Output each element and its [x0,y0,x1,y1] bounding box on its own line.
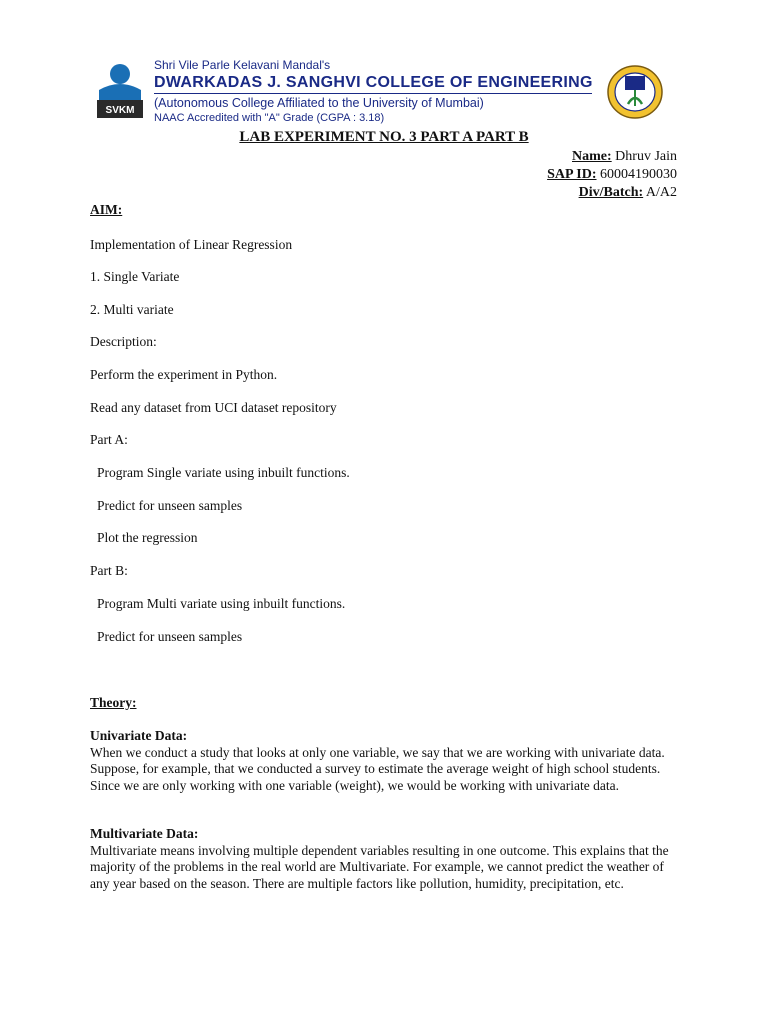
college-seal-logo [606,64,664,120]
college-header [154,58,594,125]
aim-line: 1. Single Variate [90,269,180,284]
univariate-title: Univariate Data: [90,728,188,743]
multivariate-title: Multivariate Data: [90,826,199,841]
trust-name: Shri Vile Parle Kelavani Mandal's [154,58,331,72]
theory-heading: Theory: [90,695,137,710]
student-info [547,148,677,202]
aim-line: Predict for unseen samples [97,498,243,513]
aim-line: Part A: [90,432,128,447]
naac-text: NAAC Accredited with "A" Grade (CGPA : 3.18) [154,112,385,124]
sap-row [547,166,677,184]
svkm-logo-text: SVKM [105,105,135,116]
affiliation-text: (Autonomous College Affiliated to the University of Mumbai) [154,96,484,110]
aim-line: Description: [90,334,157,349]
experiment-title: LAB EXPERIMENT NO. 3 PART A PART B [239,129,529,145]
div-row [547,184,677,202]
header-rule [154,93,592,94]
aim-heading: AIM: [90,202,123,217]
aim-line: Program Single variate using inbuilt functions. [97,465,350,480]
aim-line: Program Multi variate using inbuilt functions. [97,596,346,611]
univariate-section [90,728,680,794]
div-label: Div/Batch: [578,185,644,200]
svkm-logo [93,60,147,122]
aim-line: Perform the experiment in Python. [90,367,278,382]
univariate-text: When we conduct a study that looks at only one variable, we say that we are working with univariate data. Suppose, for example, that we conducted a survey to estimate the average weight of high school students. Since we are only working with one variable (weight), we would be working with univariate data. [90,744,665,793]
aim-line: Read any dataset from UCI dataset repository [90,400,337,415]
sap-label: SAP ID: [547,167,597,182]
multivariate-text: Multivariate means involving multiple dependent variables resulting in one outcome. This explains that the majority of the problems in the real world are Multivariate. For example, we cannot predict the weather of any year based on the season. There are multiple factors like pollution, humidity, precipitation, etc. [90,842,669,891]
college-name: DWARKADAS J. SANGHVI COLLEGE OF ENGINEERING [154,74,593,91]
aim-line: 2. Multi variate [90,302,174,317]
aim-line: Predict for unseen samples [97,629,243,644]
aim-line: Part B: [90,563,128,578]
name-row [547,148,677,166]
div-value: A/A2 [643,185,677,200]
multivariate-section [90,826,680,892]
name-value: Dhruv Jain [611,149,677,164]
name-label: Name: [572,149,612,164]
aim-line: Plot the regression [97,530,198,545]
sap-value: 60004190030 [596,167,677,182]
aim-line: Implementation of Linear Regression [90,237,293,252]
